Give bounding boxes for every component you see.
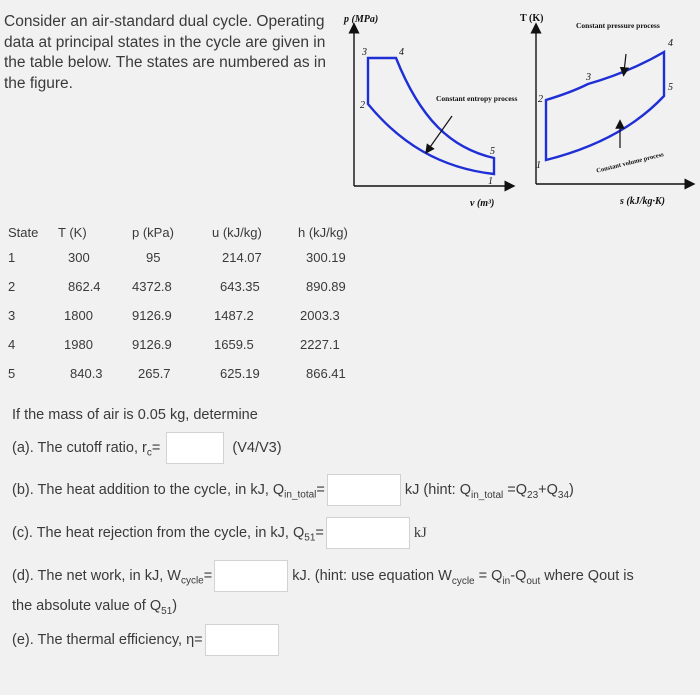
table-cell: 862.4 bbox=[68, 279, 101, 294]
table-cell: 9126.9 bbox=[132, 337, 172, 352]
state-table bbox=[0, 221, 376, 388]
table-cell: 840.3 bbox=[70, 366, 103, 381]
ts-state-label-5: 5 bbox=[668, 82, 673, 93]
ts-annotation-pressure bbox=[576, 21, 660, 30]
heat-rejection-input[interactable] bbox=[326, 517, 410, 549]
problem-intro: Consider an air-standard dual cycle. Operating data at principal states in the cycle are given in the table below. The states are numbered as in the figure. bbox=[4, 13, 326, 92]
table-cell: 2 bbox=[8, 279, 16, 294]
ts-state-label-2: 2 bbox=[538, 94, 543, 105]
question-d-prefix: (d). The net work, in kJ, W bbox=[12, 567, 181, 584]
table-header-cell: u (kJ/kg) bbox=[212, 224, 262, 240]
question-b-hint-close: ) bbox=[569, 481, 574, 498]
ts-diagram bbox=[520, 8, 700, 218]
question-c-prefix: (c). The heat rejection from the cycle, in kJ, Q bbox=[12, 524, 305, 541]
question-b-hint bbox=[404, 481, 574, 501]
question-b-hint-plus: +Q bbox=[538, 481, 558, 498]
question-b-hint-sub2: 23 bbox=[527, 489, 539, 501]
pv-state-label-5: 5 bbox=[490, 146, 495, 157]
pv-annotation bbox=[436, 94, 517, 103]
question-d-hint-sub3: out bbox=[526, 575, 541, 587]
question-e bbox=[12, 624, 279, 656]
question-d-line2-sub: 51 bbox=[161, 605, 173, 617]
question-a-sub: c bbox=[146, 447, 152, 459]
table-cell: 214.07 bbox=[222, 250, 262, 265]
table-row bbox=[0, 272, 376, 301]
table-header-row bbox=[0, 221, 376, 243]
table-cell: 625.19 bbox=[220, 366, 260, 381]
table-cell: 890.89 bbox=[306, 279, 346, 294]
net-work-input[interactable] bbox=[214, 560, 288, 592]
table-header-cell: T (K) bbox=[58, 224, 87, 240]
pv-state-label-1: 1 bbox=[488, 176, 493, 187]
question-c bbox=[12, 517, 427, 549]
pv-state-label-2: 2 bbox=[360, 100, 365, 111]
question-d-hint-sub2: in bbox=[502, 575, 511, 587]
table-cell: 643.35 bbox=[220, 279, 260, 294]
table-cell: 300 bbox=[68, 250, 90, 265]
table-cell: 2003.3 bbox=[300, 308, 340, 323]
ts-annotation-volume bbox=[596, 151, 665, 175]
question-d-hint-a: kJ. (hint: use equation W bbox=[292, 567, 452, 584]
cutoff-ratio-input[interactable] bbox=[166, 432, 224, 464]
mass-statement: If the mass of air is 0.05 kg, determine bbox=[12, 407, 258, 423]
question-b-hint-prefix: kJ (hint: Q bbox=[404, 481, 471, 498]
question-a bbox=[12, 432, 282, 464]
question-d bbox=[12, 560, 634, 592]
table-cell: 4 bbox=[8, 337, 16, 352]
question-e-prefix: (e). The thermal efficiency, η= bbox=[12, 631, 203, 648]
table-row bbox=[0, 243, 376, 272]
question-d-hint-sub1: cycle bbox=[451, 575, 475, 587]
table-cell: 265.7 bbox=[138, 366, 171, 381]
question-c-sub: 51 bbox=[304, 532, 316, 544]
heat-addition-input[interactable] bbox=[327, 474, 401, 506]
table-header-cell: State bbox=[8, 224, 39, 240]
table-cell: 1 bbox=[8, 250, 16, 265]
question-a-suffix: (V4/V3) bbox=[232, 439, 282, 456]
ts-y-axis-label: T (K) bbox=[520, 13, 544, 24]
pv-state-label-3: 3 bbox=[362, 47, 367, 58]
question-d-eq: = bbox=[203, 567, 213, 584]
ts-cycle-path bbox=[546, 52, 664, 160]
question-d-hint-d: where Qout is bbox=[540, 567, 634, 584]
table-cell: 3 bbox=[8, 308, 16, 323]
table-cell: 4372.8 bbox=[132, 279, 172, 294]
question-d-line2-b: ) bbox=[172, 598, 178, 614]
table-cell: 1980 bbox=[64, 337, 93, 352]
question-d-sub: cycle bbox=[180, 575, 204, 587]
ts-state-label-4: 4 bbox=[668, 38, 673, 49]
table-cell: 866.41 bbox=[306, 366, 346, 381]
question-b-eq: = bbox=[316, 481, 325, 498]
pv-diagram bbox=[340, 8, 520, 218]
table-header-cell: h (kJ/kg) bbox=[298, 224, 348, 240]
ts-state-label-3: 3 bbox=[586, 72, 591, 83]
table-row bbox=[0, 359, 376, 388]
table-header-cell: p (kPa) bbox=[132, 224, 174, 240]
question-d-hint-c: -Q bbox=[510, 567, 527, 584]
table-cell: 1487.2 bbox=[214, 308, 254, 323]
table-row bbox=[0, 330, 376, 359]
ts-annotation-pressure-text: Constant pressure process bbox=[576, 21, 660, 30]
ts-pressure-arrow bbox=[624, 54, 626, 72]
question-d-continued bbox=[12, 598, 177, 617]
table-cell: 2227.1 bbox=[300, 337, 340, 352]
question-c-unit: kJ bbox=[413, 524, 427, 541]
question-d-hint bbox=[292, 567, 634, 587]
pv-x-axis-label: v (m³) bbox=[470, 198, 495, 209]
question-a-eq: = bbox=[151, 439, 161, 456]
question-c-eq: = bbox=[315, 524, 324, 541]
question-b-hint-sub1: in_total bbox=[470, 489, 504, 501]
ts-annotation-volume-text: Constant volume process bbox=[595, 151, 665, 175]
pv-annotation-text: Constant entropy process bbox=[436, 94, 518, 103]
question-b-hint-eq: =Q bbox=[503, 481, 528, 498]
question-a-prefix: (a). The cutoff ratio, r bbox=[12, 439, 147, 456]
table-row bbox=[0, 301, 376, 330]
ts-x-axis-label: s (kJ/kg·K) bbox=[620, 196, 665, 207]
question-b-prefix: (b). The heat addition to the cycle, in kJ, Q bbox=[12, 481, 285, 498]
question-b-hint-sub3: 34 bbox=[557, 489, 570, 501]
pv-state-label-4: 4 bbox=[399, 47, 404, 58]
pv-cycle-path bbox=[368, 58, 494, 174]
table-cell: 1800 bbox=[64, 308, 93, 323]
question-b bbox=[12, 474, 574, 506]
table-cell: 300.19 bbox=[306, 250, 346, 265]
pv-y-axis-label: p (MPa) bbox=[344, 14, 379, 25]
table-cell: 9126.9 bbox=[132, 308, 172, 323]
thermal-efficiency-input[interactable] bbox=[205, 624, 279, 656]
question-b-sub: in_total bbox=[284, 489, 317, 501]
table-cell: 5 bbox=[8, 366, 16, 381]
question-d-line2-a: the absolute value of Q bbox=[12, 598, 162, 614]
ts-state-label-1: 1 bbox=[536, 160, 541, 171]
table-cell: 1659.5 bbox=[214, 337, 254, 352]
table-cell: 95 bbox=[146, 250, 161, 265]
question-d-hint-b: = Q bbox=[474, 567, 503, 584]
